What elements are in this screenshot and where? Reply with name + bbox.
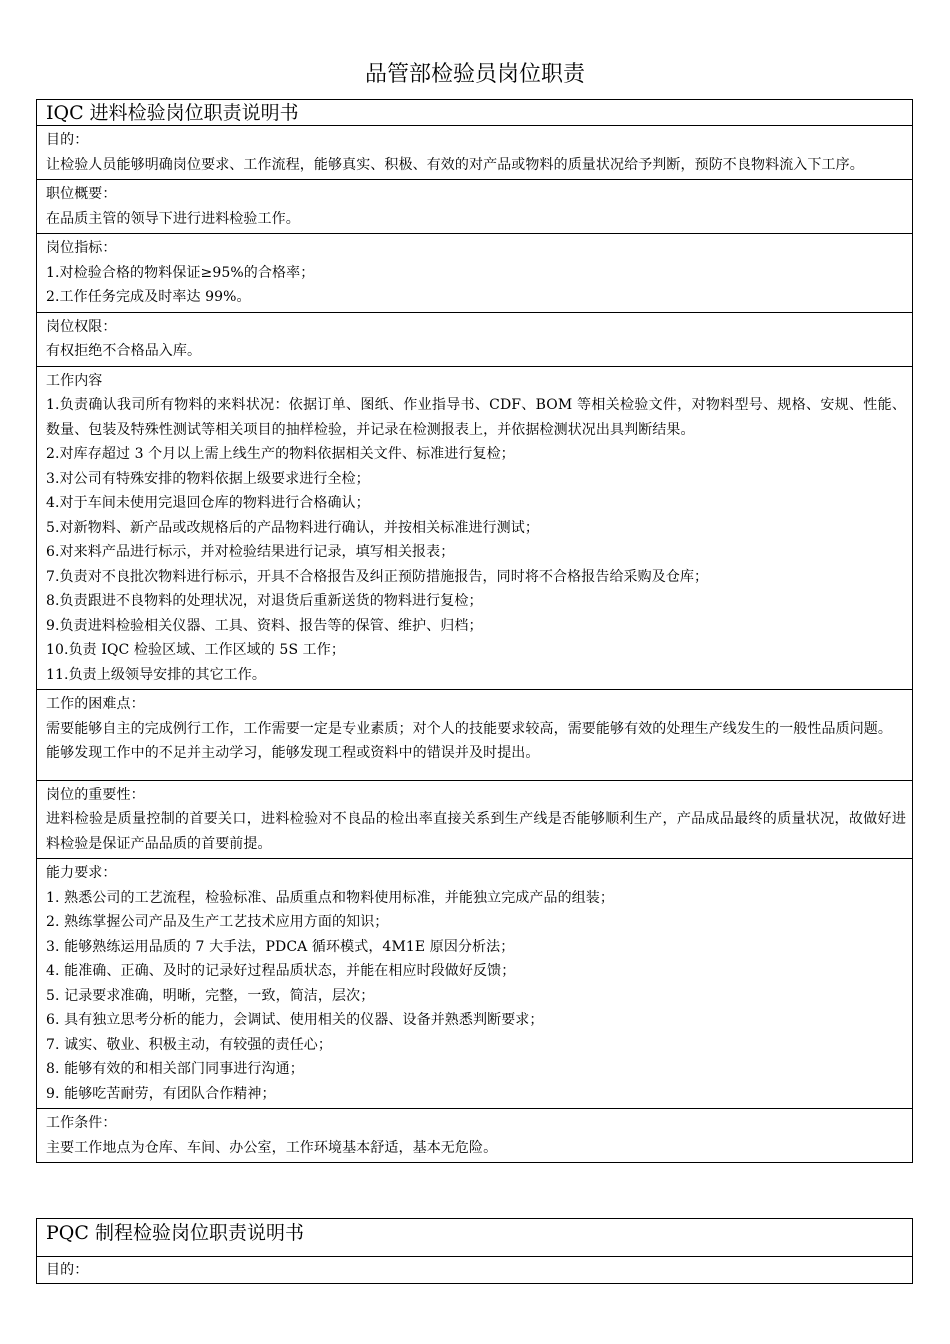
difficulties-label: 工作的困难点：: [46, 696, 145, 712]
ability-item: 7. 诚实、敬业、积极主动，有较强的责任心；: [46, 1036, 333, 1053]
indicators-section: [37, 234, 912, 313]
pqc-purpose-section: [37, 1257, 912, 1283]
work-content-item: 9.负责进料检验相关仪器、工具、资料、报告等的保管、维护、归档；: [46, 617, 483, 634]
authority-label: 岗位权限：: [46, 318, 117, 335]
indicator-item: 1.对检验合格的物料保证≥95%的合格率；: [46, 264, 315, 281]
iqc-duty-table: [36, 99, 913, 1163]
importance-text: 进料检验是质量控制的首要关口，进料检验对不良品的检出率直接关系到生产线是否能够顺利生产，产品成品最终的质量状况，故做好进料检验是保证产品品质的首要前提。: [46, 811, 906, 852]
work-content-item: 10.负责 IQC 检验区域、工作区域的 5S 工作；: [46, 642, 345, 658]
work-content-item: 7.负责对不良批次物料进行标示，开具不合格报告及纠正预防措施报告，同时将不合格报告给采购及仓库；: [46, 568, 709, 585]
purpose-section: [37, 126, 912, 180]
indicators-label: 岗位指标：: [46, 240, 117, 256]
work-content-item: 2.对库存超过 3 个月以上需上线生产的物料依据相关文件、标准进行复检；: [46, 446, 515, 462]
ability-item: 1. 熟悉公司的工艺流程，检验标准、品质重点和物料使用标准，并能独立完成产品的组装；: [46, 889, 615, 906]
pqc-table-title: PQC 制程检验岗位职责说明书: [37, 1219, 912, 1257]
document-title: 品管部检验员岗位职责: [364, 62, 585, 87]
difficulties-item: 能够发现工作中的不足并主动学习，能够发现工程或资料中的错误并及时提出。: [46, 745, 540, 761]
difficulties-section: [37, 690, 912, 781]
ability-item: 2. 熟练掌握公司产品及生产工艺技术应用方面的知识；: [46, 914, 389, 930]
purpose-label: 目的：: [46, 132, 89, 148]
authority-section: [37, 313, 912, 367]
indicator-item: 2.工作任务完成及时率达 99%。: [46, 289, 251, 305]
purpose-text: 让检验人员能够明确岗位要求、工作流程，能够真实、积极、有效的对产品或物料的质量状况给予判断，预防不良物料流入下工序。: [46, 156, 864, 173]
importance-label: 岗位的重要性：: [46, 786, 145, 803]
abilities-label: 能力要求：: [46, 865, 117, 881]
work-content-item: 6.对来料产品进行标示，并对检验结果进行记录，填写相关报表；: [46, 544, 455, 560]
ability-item: 5. 记录要求准确，明晰，完整，一致，简洁，层次；: [46, 987, 375, 1004]
overview-label: 职位概要：: [46, 186, 117, 202]
overview-section: [37, 180, 912, 234]
pqc-duty-table: [36, 1218, 913, 1284]
work-content-item: 1.负责确认我司所有物料的来料状况：依据订单、图纸、作业指导书、CDF、BOM 等相关检验文件，对物料型号、规格、安规、性能、数量、包装及特殊性测试等相关项目的抽样检验，并记录在检测报表上，并依据检测状况出具判断结果。: [46, 397, 906, 438]
conditions-label: 工作条件：: [46, 1115, 117, 1131]
pqc-purpose-label: 目的：: [46, 1262, 89, 1278]
work-content-item: 5.对新物料、新产品或改规格后的产品物料进行确认，并按相关标准进行测试；: [46, 519, 539, 536]
work-content-section: [37, 367, 912, 691]
authority-text: 有权拒绝不合格品入库。: [46, 343, 202, 359]
ability-item: 8. 能够有效的和相关部门同事进行沟通；: [46, 1061, 304, 1077]
ability-item: 3. 能够熟练运用品质的 7 大手法，PDCA 循环模式，4M1E 原因分析法；: [46, 938, 515, 955]
overview-text: 在品质主管的领导下进行进料检验工作。: [46, 210, 300, 227]
work-content-item: 3.对公司有特殊安排的物料依据上级要求进行全检；: [46, 470, 370, 487]
work-content-item: 8.负责跟进不良物料的处理状况，对退货后重新送货的物料进行复检；: [46, 593, 483, 609]
abilities-section: [37, 859, 912, 1109]
conditions-text: 主要工作地点为仓库、车间、办公室，工作环境基本舒适，基本无危险。: [46, 1139, 498, 1156]
work-content-label: 工作内容: [46, 372, 103, 389]
iqc-table-title: IQC 进料检验岗位职责说明书: [37, 100, 912, 126]
ability-item: 4. 能准确、正确、及时的记录好过程品质状态，并能在相应时段做好反馈；: [46, 963, 516, 979]
ability-item: 9. 能够吃苦耐劳，有团队合作精神；: [46, 1085, 276, 1102]
work-content-item: 4.对于车间未使用完退回仓库的物料进行合格确认；: [46, 495, 370, 511]
conditions-section: [37, 1109, 912, 1162]
ability-item: 6. 具有独立思考分析的能力，会调试、使用相关的仪器、设备并熟悉判断要求；: [46, 1012, 544, 1028]
importance-section: [37, 781, 912, 860]
work-content-item: 11.负责上级领导安排的其它工作。: [46, 666, 266, 683]
difficulties-item: 需要能够自主的完成例行工作，工作需要一定是专业素质；对个人的技能要求较高，需要能够有效的处理生产线发生的一般性品质问题。: [46, 720, 892, 737]
